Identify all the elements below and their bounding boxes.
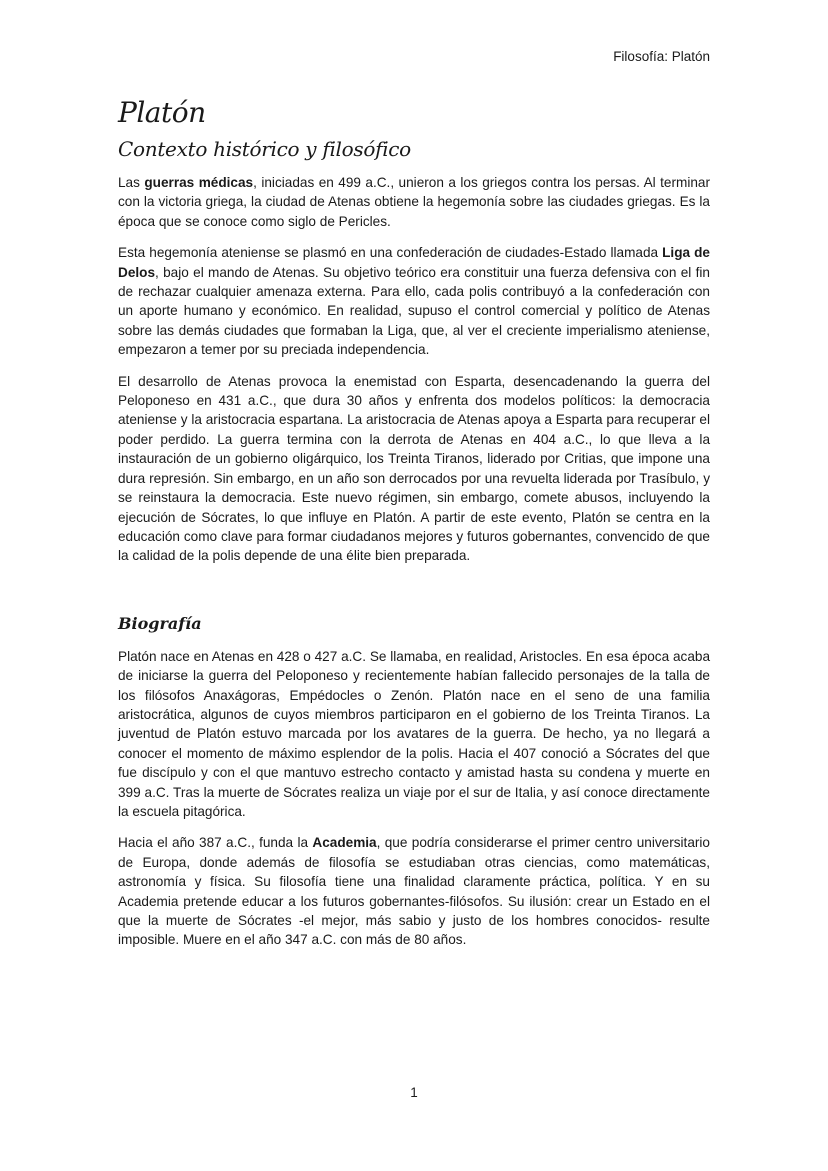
bold-term: Academia (312, 835, 377, 851)
paragraph-peloponeso: El desarrollo de Atenas provoca la enemistad con Esparta, desencadenando la guerra del Peloponeso en 431 a.C., que dura 30 años y enfrenta dos modelos políticos: la democracia ateniense y la aristocracia espartana. La aristocracia de Atenas apoya a Esparta para recuperar el poder perdido. La guerra termina con la derrota de Atenas en 404 a.C., lo que lleva a la instauración de un gobierno oligárquico, los Treinta Tiranos, liderado por Critias, que impone una dura represión. Sin embargo, en un año son derrocados por una revuelta liderada por Trasíbulo, y se reinstaura la democracia. Este nuevo régimen, sin embargo, comete abusos, incluyendo la ejecución de Sócrates, lo que influye en Platón. A partir de este evento, Platón se centra en la educación como clave para formar ciudadanos mejores y futuros gobernantes, convencido de que la calidad de la polis depende de una élite bien preparada. (118, 373, 710, 564)
paragraph-biografia: Platón nace en Atenas en 428 o 427 a.C. Se llamaba, en realidad, Aristocles. En esa época acaba de iniciarse la guerra del Peloponeso y recientemente habían fallecido personajes de la talla de los filósofos Anaxágoras, Empédocles o Zenón. Platón nace en el seno de una familia aristocrática, algunos de cuyos miembros participaron en el gobierno de los Treinta Tiranos. La juventud de Platón estuvo marcada por los avatares de la guerra. De hecho, ya no llegará a conocer el momento de máximo esplendor de la polis. Hacia el 407 conoció a Sócrates del que fue discípulo y con el que mantuvo estrecho contacto y amistad hasta su condena y muerte en 399 a.C. Tras la muerte de Sócrates realiza un viaje por el sur de Italia, y así conoce directamente la escuela pitagórica. (118, 648, 710, 819)
paragraph-liga-delos (118, 243, 710, 359)
text: , bajo el mando de Atenas. Su objetivo teórico era constituir una fuerza defensiva con el fin de rechazar cualquier amenaza externa. Para ello, cada polis contribuyó a la confederación con un aporte humano y económico. En realidad, supuso el control comercial y político de Atenas sobre las demás ciudades que formaban la Liga, que, al ver el creciente imperialismo ateniense, empezaron a temer por su preciada independencia. (118, 264, 710, 358)
paragraph-academia (118, 833, 710, 949)
document-body (118, 96, 710, 962)
section-heading-biografia: Biografía (118, 613, 202, 633)
running-header: Filosofía: Platón (613, 49, 710, 64)
paragraph-guerras-medicas (118, 173, 710, 231)
text: Esta hegemonía ateniense se plasmó en una confederación de ciudades-Estado llamada (118, 245, 663, 261)
bold-term: guerras médicas (144, 175, 254, 190)
text: Hacia el año 387 a.C., funda la (118, 835, 313, 851)
text: , que podría considerarse el primer centro universitario de Europa, donde además de filosofía se estudiaban otras ciencias, como matemáticas, astronomía y física. Su filosofía tiene una finalidad claramente práctica, política. Y en su Academia pretende educar a los futuros gobernantes-filósofos. Su ilusión: crear un Estado en el que la muerte de Sócrates -el mejor, más sabio y justo de los hombres conocidos- resulte imposible. Muere en el año 347 a.C. con más de 80 años. (118, 835, 710, 948)
document-title: Platón (118, 96, 206, 129)
page-number: 1 (410, 1085, 418, 1100)
text: , iniciadas en 499 a.C., unieron a los griegos contra los persas. Al terminar con la victoria griega, la ciudad de Atenas obtiene la hegemonía sobre las ciudades griegas. Es la época que se conoce como siglo de Pericles. (118, 175, 710, 229)
text: Las (118, 175, 145, 190)
section-heading-contexto: Contexto histórico y filosófico (118, 137, 411, 161)
bold-term: Liga de Delos (118, 245, 710, 280)
